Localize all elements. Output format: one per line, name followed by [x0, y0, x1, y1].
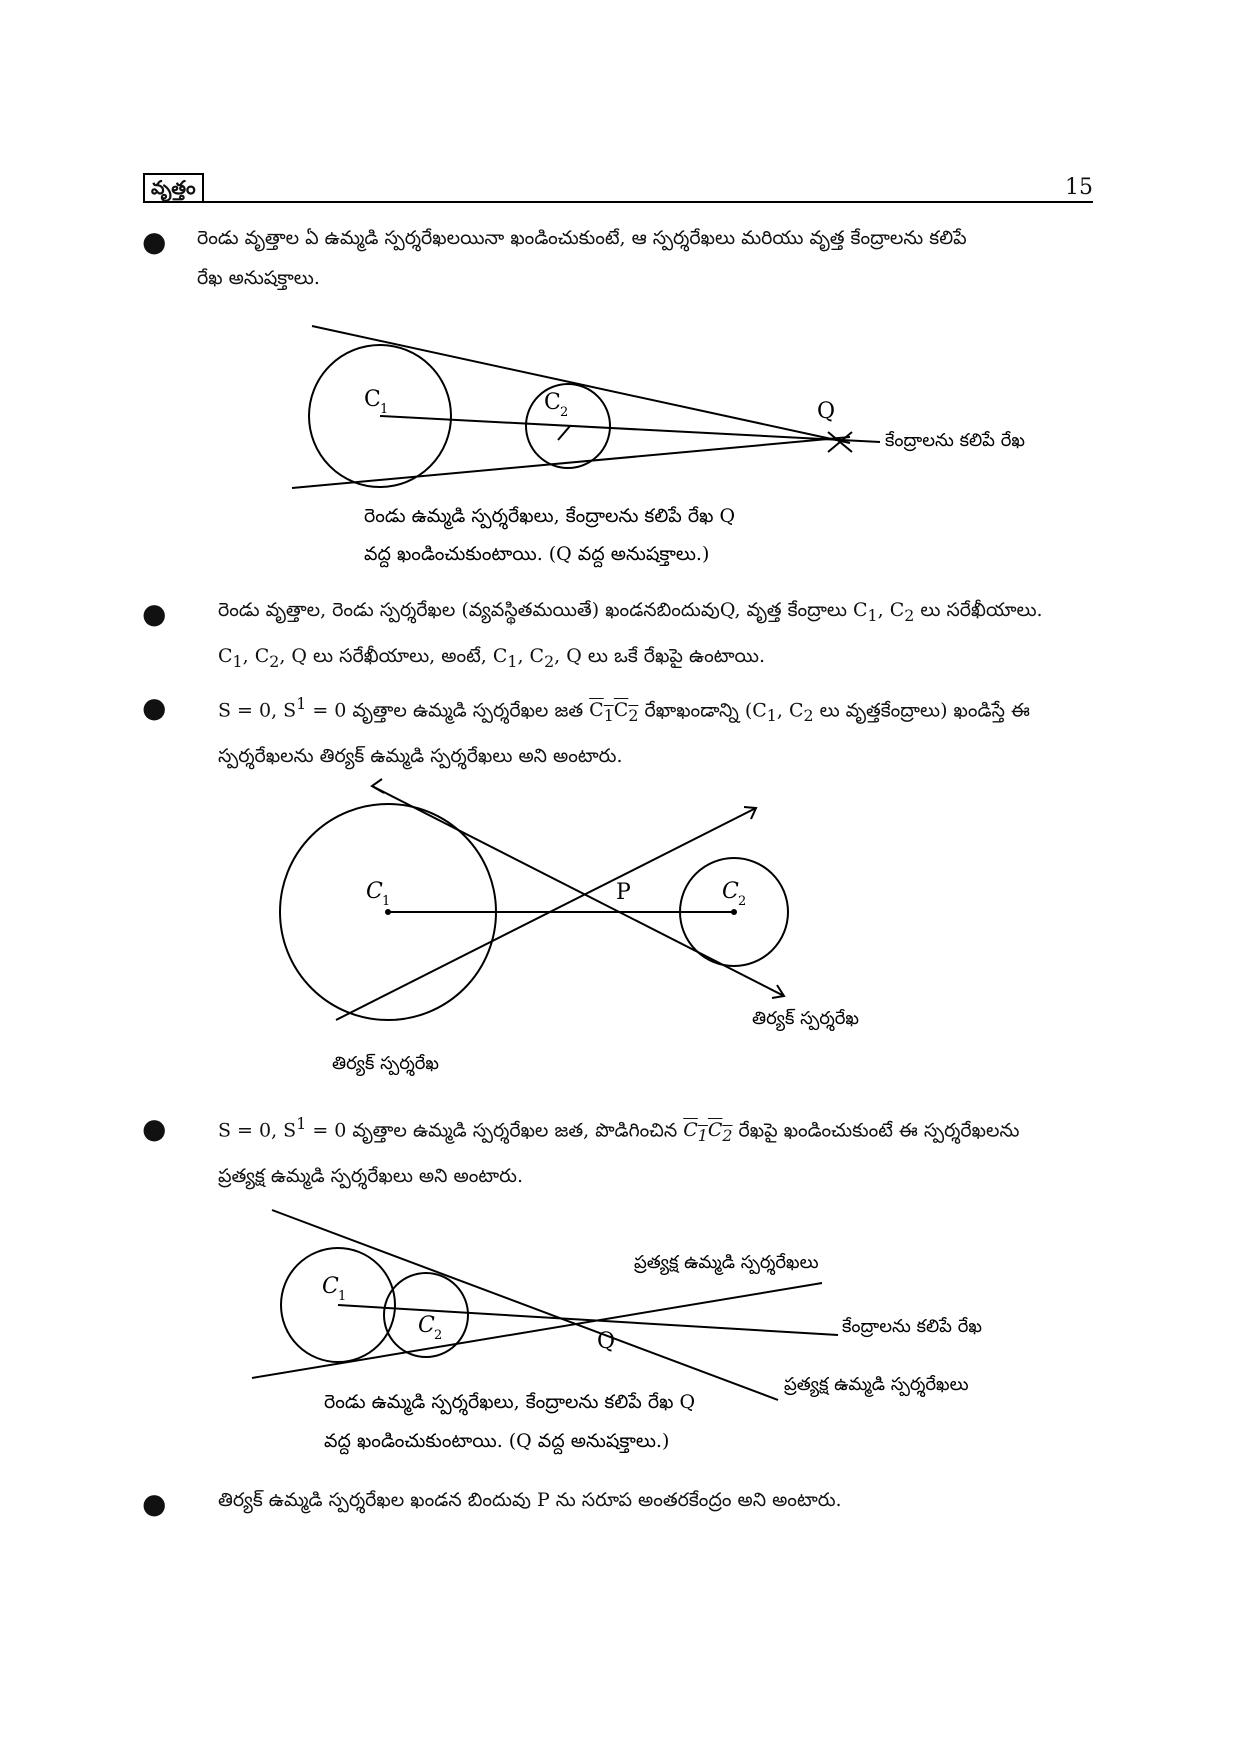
bullet-2-line-2: C [218, 644, 233, 667]
bullet-2-line-1: రెండు వృత్తాల, రెండు స్పర్శరేఖల (వ్యవస్థితమయితే) ఖండనబిందువుQ, వృత్త కేంద్రాలు C [218, 599, 868, 621]
fig2-label-c2: C [722, 879, 739, 904]
svg-text:2: 2 [738, 894, 747, 909]
bullet-1-line-2: రేఖ అనుషక్తాలు. [197, 267, 320, 289]
fig1-label-c2: C [544, 390, 561, 415]
fig1-caption-1: రెండు ఉమ్మడి స్పర్శరేఖలు, కేంద్రాలను కలిపే రేఖ Q [364, 505, 736, 527]
bullet-icon: ● [142, 691, 167, 724]
page-number: 15 [1065, 175, 1093, 200]
fig3-label-c2: C [418, 1313, 435, 1338]
bullet-3-line-1: S = 0, S [218, 699, 297, 722]
bullet-4-line-1: S = 0, S [218, 1119, 297, 1142]
fig3-label-c1: C [322, 1274, 339, 1299]
bullet-icon: ● [142, 1487, 167, 1520]
fig3-label-bottom: ప్రత్యక్ష ఉమ్మడి స్పర్శరేఖలు [784, 1374, 969, 1395]
bullet-1-line-1: రెండు వృత్తాల ఏ ఉమ్మడి స్పర్శరేఖలయినా ఖండించుకుంటే, ఆ స్పర్శరేఖలు మరియు వృత్త కేంద్రాలను కలిపే [197, 227, 967, 249]
bullet-icon: ● [142, 1112, 167, 1145]
svg-text:1: 1 [338, 1289, 347, 1304]
fig3-caption-1: రెండు ఉమ్మడి స్పర్శరేఖలు, కేంద్రాలను కలిపే రేఖ Q [324, 1391, 696, 1413]
bullet-5-text: తిర్యక్ ఉమ్మడి స్పర్శరేఖల ఖండన బిందువు P ను సరూప అంతరకేంద్రం అని అంటారు. [218, 1489, 842, 1511]
fig1-label-c1: C [364, 387, 381, 412]
bullet-icon: ● [142, 597, 167, 630]
bullet-3-text: S = 0, $S^1 = 0$ వృత్తాల ఉమ్మడి స్పర్శరేఖల జత $C_1C_2$ రేఖాఖండాన్ని ($C_1$, $C_2$ లు వృత్తకేంద్రాలు) ఖండిస్తే ఈ స్పర్శరేఖలను తిర్యక్ ఉమ్మడి స్పర్శరేఖలు అని అంటారు. [218, 684, 1098, 776]
svg-text:1: 1 [382, 894, 391, 909]
fig3-label-top: ప్రత్యక్ష ఉమ్మడి స్పర్శరేఖలు [634, 1252, 819, 1273]
fig2-label-right: తిర్యక్ స్పర్శరేఖ [752, 1008, 860, 1029]
chapter-title: వృత్తం [143, 173, 204, 203]
segment-c1c2: $C_1C_2$ [589, 699, 639, 726]
fig3-caption-2: వద్ద ఖండించుకుంటాయి. (Q వద్ద అనుషక్తాలు.) [324, 1430, 670, 1452]
segment-c1c2: $C_1C_2$ [683, 1119, 733, 1146]
bullet-icon: ● [142, 225, 167, 258]
fig3-center-line [338, 1305, 838, 1335]
bullet-4-line-2: ప్రత్యక్ష ఉమ్మడి స్పర్శరేఖలు అని అంటారు. [218, 1165, 523, 1188]
svg-text:2: 2 [560, 405, 569, 420]
fig3-label-q: Q [597, 1329, 616, 1354]
fig2-label-p: P [616, 880, 631, 905]
svg-text:1: 1 [380, 402, 389, 417]
svg-text:2: 2 [434, 1328, 443, 1343]
fig1-caption-2: వద్ద ఖండించుకుంటాయి. (Q వద్ద అనుషక్తాలు.) [364, 543, 710, 565]
bullet-4-text: S = 0, $S^1 = 0$ వృత్తాల ఉమ్మడి స్పర్శరేఖల జత, పొడిగించిన $C_1C_2$ రేఖపై ఖండించుకుంటే ఈ స్పర్శరేఖలను ప్రత్యక్ష ఉమ్మడి స్పర్శరేఖలు అని అంటారు. [218, 1104, 1098, 1196]
fig2-label-left: తిర్యక్ స్పర్శరేఖ [332, 1053, 440, 1074]
fig3-label-mid: కేంద్రాలను కలిపే రేఖ [842, 1316, 982, 1337]
bullet-2-text: రెండు వృత్తాల, రెండు స్పర్శరేఖల (వ్యవస్థితమయితే) ఖండనబిందువుQ, వృత్త కేంద్రాలు $C_1$, $C_2$ లు సరేఖీయాలు. $C_1$, $C_2$, Q లు సరేఖీయాలు, అంటే, $C_1$, $C_2$, Q లు ఒకే రేఖపై ఉంటాయి. [218, 599, 1043, 671]
bullet-3-line-2: స్పర్శరేఖలను తిర్యక్ ఉమ్మడి స్పర్శరేఖలు అని అంటారు. [218, 745, 623, 768]
fig1-label-q: Q [817, 399, 836, 424]
fig1-line-label: కేంద్రాలను కలిపే రేఖ [885, 430, 1025, 451]
fig2-label-c1: C [366, 879, 383, 904]
